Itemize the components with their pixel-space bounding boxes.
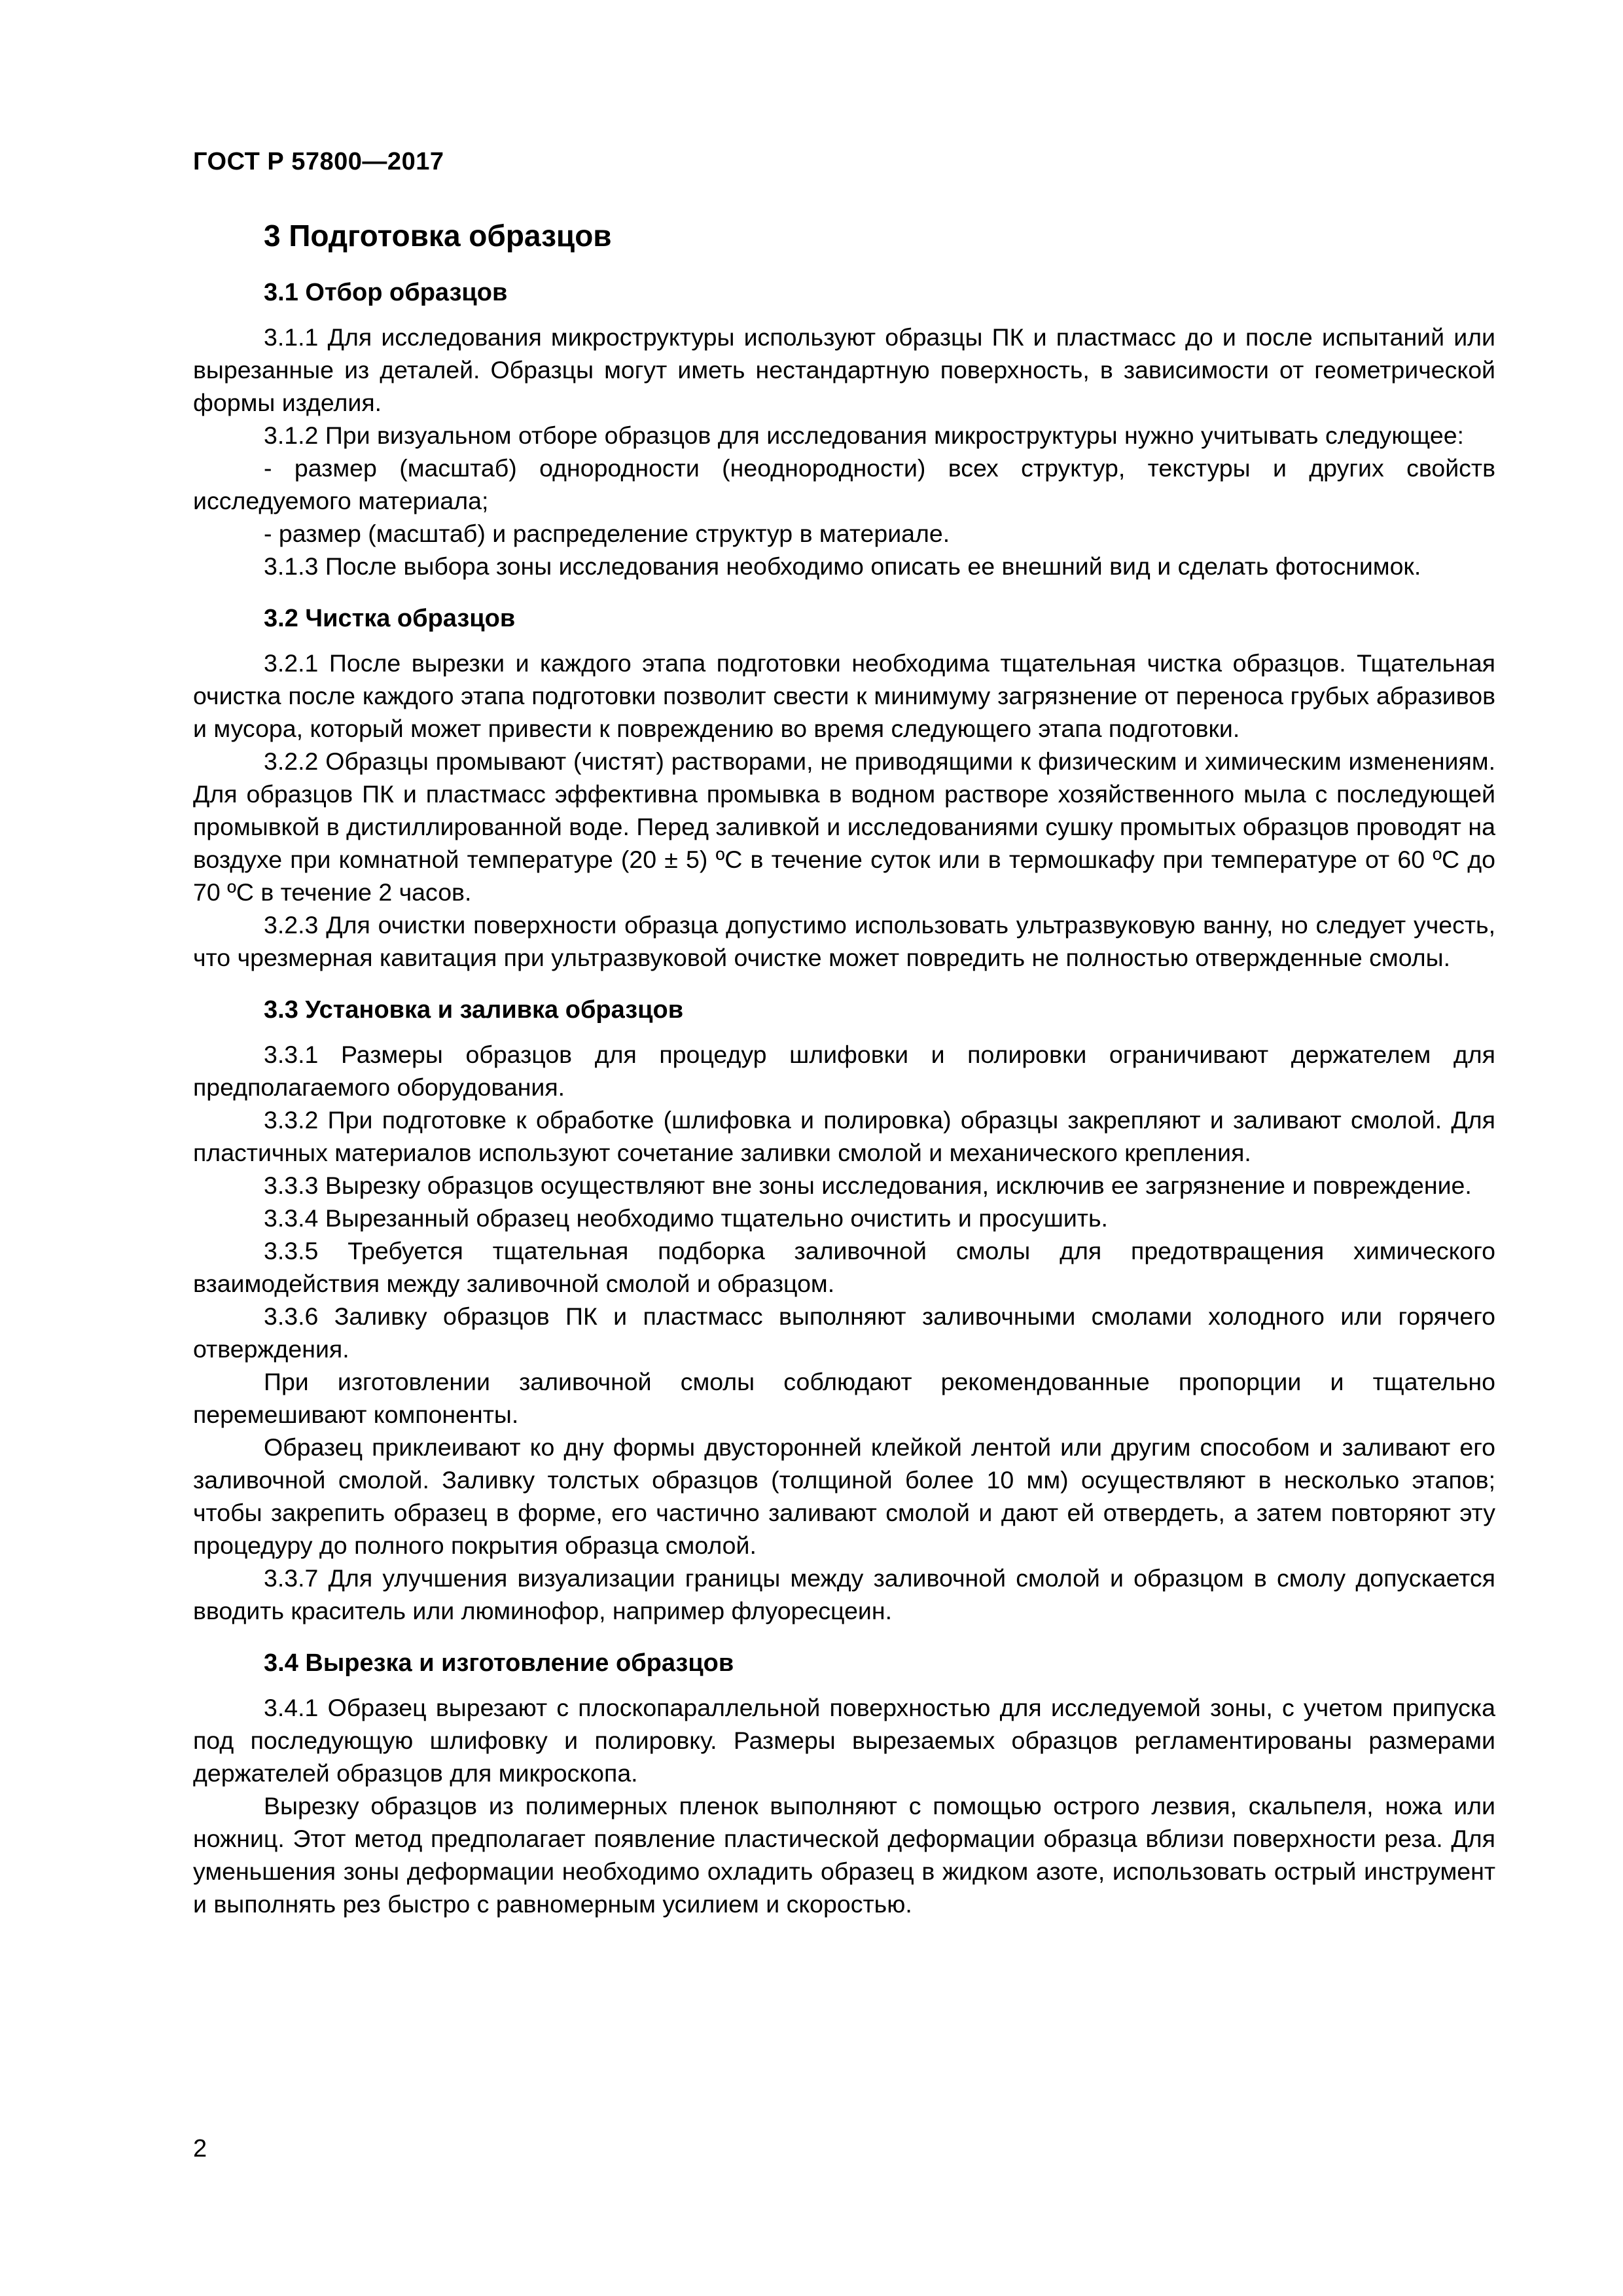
paragraph: Образец приклеивают ко дну формы двусторонней клейкой лентой или другим способом и заливают его заливочной смолой. Заливку толстых образцов (толщиной более 10 мм) осуществляют в несколько этапов; чтобы закрепить образец в форме, его частично заливают смолой и дают ей отвердеть, а затем повторяют эту процедуру до полного покрытия образца смолой. <box>193 1433 1495 1559</box>
section-title: 3 Подготовка образцов <box>264 219 612 253</box>
subsection-title-3-3: 3.3 Установка и заливка образцов <box>264 996 684 1024</box>
paragraph: 3.4.1 Образец вырезают с плоскопараллельной поверхностью для исследуемой зоны, с учетом припуска под последующую шлифовку и полировку. Размеры вырезаемых образцов регламентированы размерами держателей образцов для микроскопа. <box>193 1694 1495 1787</box>
list-item: - размер (масштаб) и распределение структур в материале. <box>264 520 950 547</box>
paragraph: 3.3.2 При подготовке к обработке (шлифовка и полировка) образцы закрепляют и заливают смолой. Для пластичных материалов используют сочетание заливки смолой и механического крепления. <box>193 1106 1495 1166</box>
paragraph: 3.1.1 Для исследования микроструктуры используют образцы ПК и пластмасс до и после испытаний или вырезанные из деталей. Образцы могут иметь нестандартную поверхность, в зависимости от геометрической формы изделия. <box>193 323 1495 416</box>
subsection-title-3-4: 3.4 Вырезка и изготовление образцов <box>264 1649 734 1677</box>
subsection-title-3-2: 3.2 Чистка образцов <box>264 605 516 632</box>
paragraph: 3.2.2 Образцы промывают (чистят) растворами, не приводящими к физическим и химическим изменениям. Для образцов ПК и пластмасс эффективна промывка в водном растворе хозяйственного мыла с последующей промывкой в дистиллированной воде. Перед заливкой и исследованиями сушку промытых образцов проводят на воздухе при комнатной температуре (20 ± 5) ºС в течение суток или в термошкафу при температуре от 60 ºС до 70 ºС в течение 2 часов. <box>193 747 1495 906</box>
paragraph: 3.3.3 Вырезку образцов осуществляют вне зоны исследования, исключив ее загрязнение и повреждение. <box>264 1172 1472 1199</box>
paragraph: 3.2.3 Для очистки поверхности образца допустимо использовать ультразвуковую ванну, но следует учесть, что чрезмерная кавитация при ультразвуковой очистке может повредить не полностью отвержденные смолы. <box>193 911 1495 971</box>
paragraph: 3.3.1 Размеры образцов для процедур шлифовки и полировки ограничивают держателем для предполагаемого оборудования. <box>193 1041 1495 1101</box>
paragraph: 3.3.6 Заливку образцов ПК и пластмасс выполняют заливочными смолами холодного или горячего отверждения. <box>193 1302 1495 1363</box>
paragraph: 3.3.5 Требуется тщательная подборка заливочной смолы для предотвращения химического взаимодействия между заливочной смолой и образцом. <box>193 1237 1495 1297</box>
paragraph: 3.3.7 Для улучшения визуализации границы между заливочной смолой и образцом в смолу допускается вводить краситель или люминофор, например флуоресцеин. <box>193 1564 1495 1624</box>
subsection-title-3-1: 3.1 Отбор образцов <box>264 279 508 306</box>
document-body <box>193 216 1495 1920</box>
paragraph: 3.1.2 При визуальном отборе образцов для исследования микроструктуры нужно учитывать следующее: <box>264 422 1464 449</box>
document-code: ГОСТ Р 57800—2017 <box>193 148 444 175</box>
paragraph: При изготовлении заливочной смолы соблюдают рекомендованные пропорции и тщательно перемешивают компоненты. <box>193 1368 1495 1428</box>
paragraph: Вырезку образцов из полимерных пленок выполняют с помощью острого лезвия, скальпеля, ножа или ножниц. Этот метод предполагает появление пластической деформации образца вблизи поверхности реза. Для уменьшения зоны деформации необходимо охладить образец в жидком азоте, использовать острый инструмент и выполнять рез быстро с равномерным усилием и скоростью. <box>193 1792 1495 1918</box>
list-item: - размер (масштаб) однородности (неоднородности) всех структур, текстуры и других свойств исследуемого материала; <box>193 454 1495 514</box>
paragraph: 3.3.4 Вырезанный образец необходимо тщательно очистить и просушить. <box>264 1204 1108 1232</box>
page-number: 2 <box>193 2135 207 2162</box>
paragraph: 3.1.3 После выбора зоны исследования необходимо описать ее внешний вид и сделать фотоснимок. <box>264 552 1421 580</box>
paragraph: 3.2.1 После вырезки и каждого этапа подготовки необходима тщательная чистка образцов. Тщательная очистка после каждого этапа подготовки позволит свести к минимуму загрязнение от переноса грубых абразивов и мусора, который может привести к повреждению во время следующего этапа подготовки. <box>193 649 1495 742</box>
